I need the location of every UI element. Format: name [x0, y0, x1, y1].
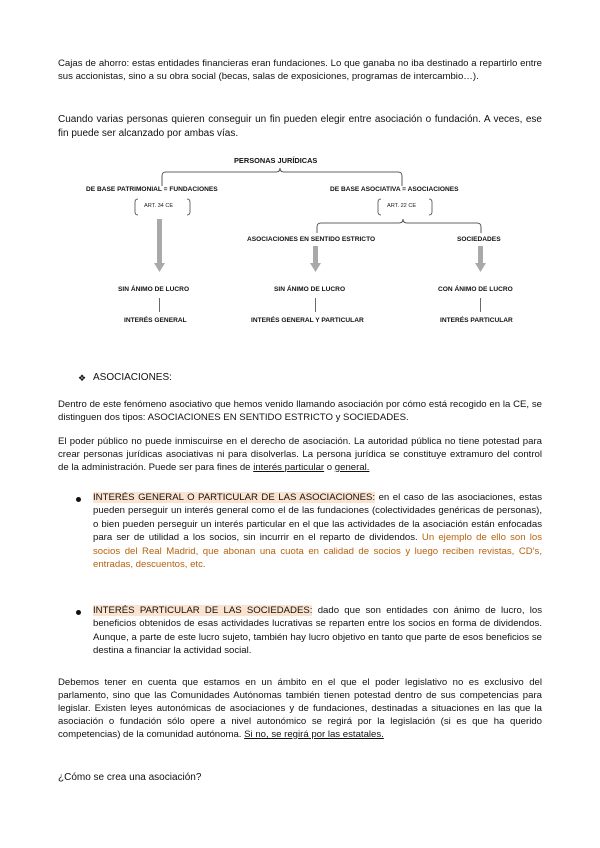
- bullet-dot-icon: [76, 610, 81, 615]
- diagram-col2-interes: INTERÉS GENERAL Y PARTICULAR: [251, 317, 364, 324]
- arrow-right-shaft: [478, 246, 483, 264]
- poder-main: El poder público no puede inmiscuirse en el derecho de asociación. La autoridad pública no tiene potestad para crear personas jurídicas asociativas ni para disolverlas. La persona jurídica se constituye extramuro del control de la administración. Puede ser para fines de: [58, 436, 542, 473]
- art22-bracket-left: [378, 199, 381, 215]
- lower-brace: [317, 219, 481, 233]
- bullet-sociedades-text: dado que son entidades con ánimo de lucro, los beneficios obtenidos de esas actividades lucrativas se reparten entre los socios en forma de dividendos. Aunque, a parte de este lucro sujeto, también hay lucro objetivo en tanto que parte de esos beneficios se destina a financiar la actividad social.: [93, 605, 542, 657]
- top-brace: [162, 168, 402, 186]
- poder-underline-general: general.: [334, 462, 370, 473]
- bullet-dot-icon: [76, 497, 81, 502]
- arrow-mid-shaft: [313, 246, 318, 264]
- diagram-right-art: ART. 22 CE: [387, 203, 417, 209]
- bullet-sociedades-title: INTERÉS PARTICULAR DE LAS SOCIEDADES:: [93, 605, 313, 616]
- arrow-right-head: [475, 263, 486, 272]
- diamond-bullet-icon: ❖: [78, 373, 87, 383]
- paragraph-cuando: Cuando varias personas quieren conseguir un fin pueden elegir entre asociación o fundación. A veces, ese fin puede ser alcanzado por ambas vías.: [58, 114, 542, 139]
- arrow-mid-head: [310, 263, 321, 272]
- diagram-sub-right: SOCIEDADES: [457, 236, 501, 243]
- diagram-title: PERSONAS JURÍDICAS: [234, 156, 318, 165]
- arrow-left-shaft: [157, 219, 162, 264]
- diagram-left-art: ART. 34 CE: [144, 203, 174, 209]
- paragraph-cajas: Cajas de ahorro: estas entidades financieras eran fundaciones. Lo que ganaba no iba destinado a repartirlo entre sus accionistas, sino a su obra social (becas, salas de exposiciones, programas de intercambio…).: [58, 58, 542, 82]
- art34-bracket-left: [135, 199, 138, 215]
- art34-bracket-right: [187, 199, 190, 215]
- poder-mid: o: [324, 462, 335, 473]
- diagram-col1-interes: INTERÉS GENERAL: [124, 317, 187, 324]
- section-heading: ASOCIACIONES:: [93, 372, 172, 383]
- bullet-asociaciones-example: Un ejemplo de ello son los socios del Real Madrid, que abonan una cuota en calidad de socios y luego reciben revistas, CD's, entradas, descuentos, etc.: [93, 532, 543, 571]
- diagram-col3-lucro: CON ÁNIMO DE LUCRO: [438, 286, 513, 293]
- diagram-col3-interes: INTERÉS PARTICULAR: [440, 317, 513, 324]
- poder-underline-particular: interés particular: [253, 462, 325, 473]
- bullet-asociaciones-title: INTERÉS GENERAL O PARTICULAR DE LAS ASOCIACIONES:: [93, 492, 376, 503]
- bullet-sociedades: [93, 604, 542, 658]
- diagram-col2-lucro: SIN ÁNIMO DE LUCRO: [274, 286, 346, 293]
- debemos-main: Debemos tener en cuenta que estamos en un ámbito en el que el poder legislativo no es exclusivo del parlamento, sino que las Comunidades Autónomas también tienen potestad dentro de sus competencias para legislar. Existen leyes autonómicas de asociaciones y de fundaciones, destinadas a situaciones en las que la asociación o fundación sólo opere a nivel autonómico se regirá por la legislación (si es que ha querido competencias) de la comunidad autónoma.: [58, 677, 542, 740]
- diagram-right-branch: DE BASE ASOCIATIVA = ASOCIACIONES: [330, 186, 459, 193]
- bullet-asociaciones-text: en el caso de las asociaciones, estas pueden perseguir un interés general como el de las fundaciones (colectividades genéricas de personas), o bien pueden perseguir un interés particular en el que las actividades de la asociación están enfocadas para ser de utilidad a los socios, sin incurrir en el reparto de dividendos.: [93, 492, 542, 544]
- bullet-asociaciones: [93, 491, 542, 571]
- art22-bracket-right: [429, 199, 432, 215]
- diagram-sub-left: ASOCIACIONES EN SENTIDO ESTRICTO: [247, 236, 376, 243]
- paragraph-dentro: Dentro de este fenómeno asociativo que hemos venido llamando asociación por cómo está recogido en la CE, se distinguen dos tipos: ASOCIACIONES EN SENTIDO ESTRICTO y SOCIEDADES.: [58, 399, 542, 423]
- diagram-col1-lucro: SIN ÁNIMO DE LUCRO: [118, 286, 190, 293]
- paragraph-poder: [58, 435, 542, 474]
- paragraph-debemos: [58, 676, 542, 741]
- arrow-left-head: [154, 263, 165, 272]
- debemos-underline: Si no, se regirá por las estatales.: [244, 729, 384, 740]
- paragraph-question: ¿Cómo se crea una asociación?: [58, 772, 202, 783]
- arrows: [154, 219, 486, 272]
- diagram-left-branch: DE BASE PATRIMONIAL = FUNDACIONES: [86, 186, 218, 193]
